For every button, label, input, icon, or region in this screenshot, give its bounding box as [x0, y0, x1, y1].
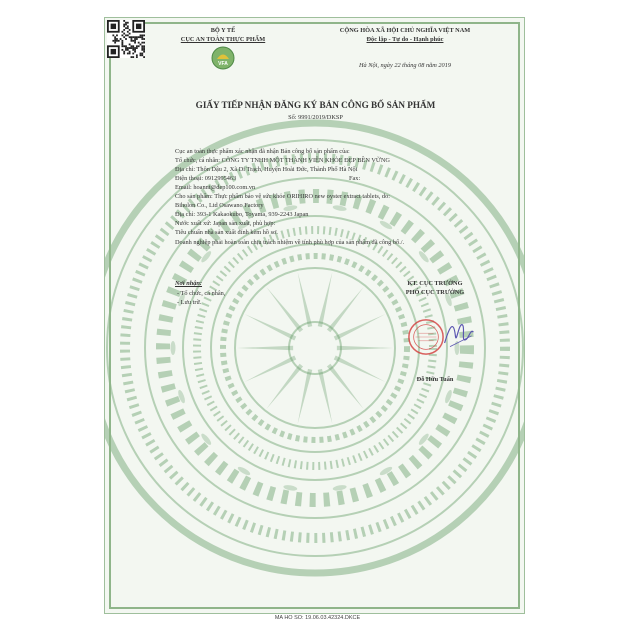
qr-code-icon [107, 20, 145, 58]
place-date: Hà Nội, ngày 22 tháng 08 năm 2019 [358, 62, 451, 69]
official-stamp-icon [407, 318, 445, 356]
body-line: Nước xuất xứ: Japan sản xuất, phù hợp: [175, 220, 276, 227]
recipient-item: - Tổ chức, cá nhân, [177, 290, 226, 297]
body-line: Cho sản phẩm: Thực phẩm bảo vệ sức khỏe ORIHIRO new oyster extract tablets, do: [175, 193, 390, 200]
recipient-item: - Lưu trữ. [177, 299, 202, 306]
body-line: Địa chỉ: 393-1 Kakaokubo, Toyama, 939-2243 Japan [175, 211, 309, 218]
ministry-name: BỘ Y TẾ [210, 27, 236, 34]
country-name: CỘNG HÒA XÃ HỘI CHỦ NGHĨA VIỆT NAM [339, 27, 471, 34]
agency-name: CỤC AN TOÀN THỰC PHẨM [180, 36, 266, 43]
body-line: Địa chỉ: Thôn Dậu 2, Xã Di Trạch, Huyện Hoài Đức, Thành Phố Hà Nội [175, 166, 358, 173]
signature-title-line2: PHÓ CỤC TRƯỞNG [405, 289, 465, 296]
signer-name: Đỗ Hữu Tuấn [416, 376, 454, 383]
motto: Độc lập - Tự do - Hạnh phúc [366, 36, 444, 43]
recipients-heading: Nơi nhận: [175, 280, 203, 287]
certificate-page [104, 17, 525, 614]
svg-text:VFA: VFA [218, 61, 228, 67]
signature-title-line1: KT. CỤC TRƯỞNG [407, 280, 463, 287]
body-line: Doanh nghiệp phải hoàn toàn chịu trách nhiệm về tính phù hợp của sản phẩm đã công bố./. [175, 239, 405, 246]
body-line: Điện thoại: 0912995463 [175, 175, 237, 182]
body-line: Tiêu chuẩn nhà sản xuất đính kèm hồ sơ. [175, 229, 278, 236]
fax-label: Fax: [349, 175, 361, 182]
body-line: Cục an toàn thực phẩm xác nhận đã nhận Bản công bố sản phẩm của: [175, 148, 350, 155]
body-line: Email: hoannt@dep100.com.vn [175, 184, 256, 191]
document-code: MA HO SO: 19.06.03.42324.DKCE [274, 615, 361, 621]
handwritten-signature-icon [441, 314, 477, 354]
body-line: Tổ chức, cá nhân: CÔNG TY TNHH MỘT THÀNH VIÊN KHỎE ĐẸP BỀN VỮNG [175, 157, 390, 164]
vfa-logo-icon [211, 46, 235, 70]
document-number: Số: 9991/2019/DKSP [288, 114, 343, 121]
document-title: GIẤY TIẾP NHẬN ĐĂNG KÝ BẢN CÔNG BỐ SẢN PHẨM [195, 100, 436, 110]
body-line: Biholon Co., Ltd Osawano Factory [175, 202, 264, 209]
